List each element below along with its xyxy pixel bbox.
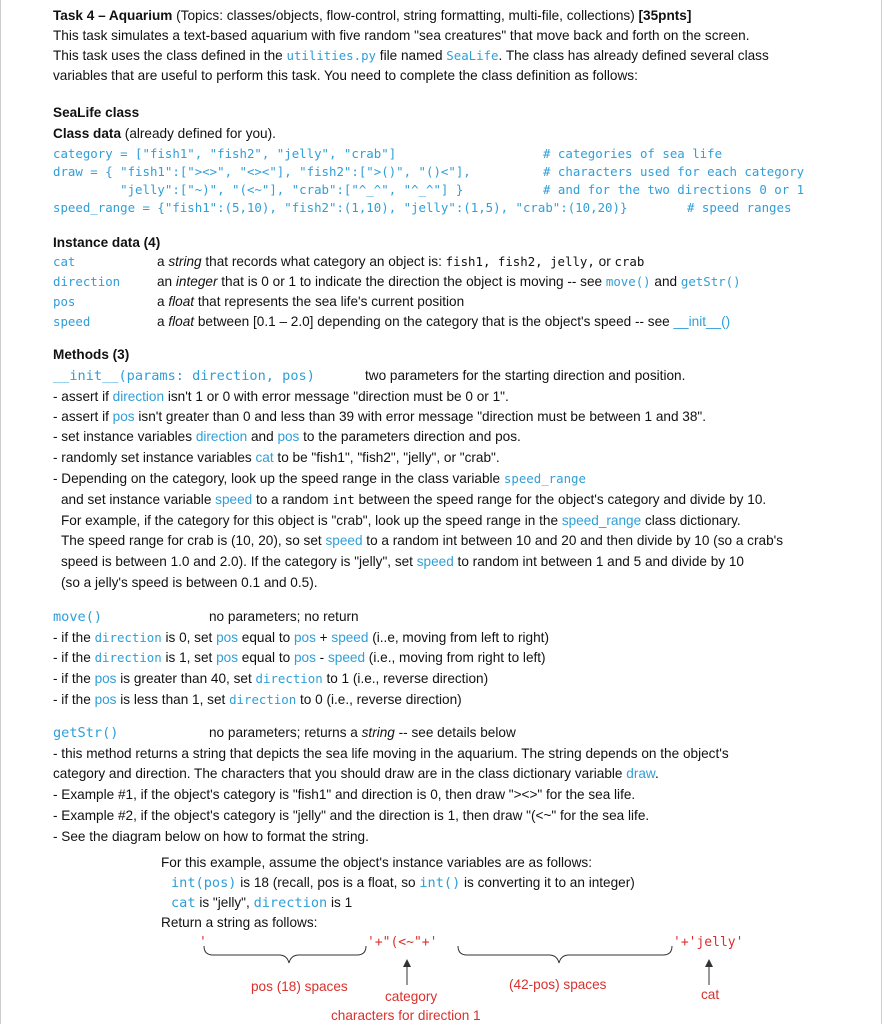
brace-left-spaces [204, 946, 366, 963]
t: is 0, set [161, 630, 217, 645]
code-category: category = ["fish1", "fish2", "jelly", "crab"] [53, 146, 397, 161]
t: int() [419, 875, 461, 891]
comment-speed-ranges: # speed ranges [687, 200, 792, 215]
t: equal to [238, 650, 294, 665]
desc-type: integer [175, 274, 218, 289]
t: is 18 (recall, pos is a float, so [236, 875, 420, 890]
label-characters: characters for direction 1 [331, 1008, 481, 1023]
t: pos [216, 650, 239, 665]
t: to 0 (i.e., reverse direction) [296, 692, 462, 707]
sealife-heading-text: SeaLife class [53, 105, 140, 120]
getstr-line-5: - See the diagram below on how to format the string. [53, 829, 369, 844]
t: speed [416, 554, 454, 569]
t: pos [293, 630, 316, 645]
t: pos [94, 671, 117, 686]
t: pos [293, 650, 316, 665]
sealife-heading [53, 103, 841, 123]
init-line-1 [53, 387, 841, 407]
t: speed [331, 630, 369, 645]
arrow-category-head [403, 959, 411, 967]
init-line-9 [61, 552, 841, 572]
intro-line-3: variables that are useful to perform this task. You need to complete the class definition as follows: [53, 68, 638, 83]
desc-code: fish1, fish2, jelly, [445, 254, 595, 269]
t: - if the [53, 650, 95, 665]
t: - Depending on the category, look up the speed range in the class variable [53, 471, 504, 486]
getstr-line-3: - Example #1, if the object's category is "fish1" and direction is 0, then draw "><>" for the sea life. [53, 787, 636, 802]
getstr-line-2 [53, 764, 841, 784]
instance-row-speed [53, 312, 833, 332]
quote-open: ' [199, 935, 207, 950]
label-category: category [385, 989, 438, 1004]
example-line-1: For this example, assume the object's instance variables are as follows: [161, 855, 592, 870]
t: to a random int between 10 and 20 and then divide by 10 (so a crab's [362, 533, 784, 548]
desc-text: that is 0 or 1 to indicate the direction the object is moving -- see [217, 274, 606, 289]
move-signature-line [53, 607, 841, 627]
instance-row-cat [53, 252, 833, 272]
t: - set instance variables [53, 429, 196, 444]
code-draw-cont: "jelly":["~)", "(<~"], "crab":["^_^", "^_^"] } [53, 182, 464, 197]
t: - [315, 650, 328, 665]
var-name: cat [53, 254, 76, 269]
t: The speed range for crab is (10, 20), so set [61, 533, 326, 548]
methods-heading-text: Methods (3) [53, 347, 130, 362]
code-draw: draw = { "fish1":["><>", "<><"], "fish2":[">()", "()<"], [53, 164, 471, 179]
task-title: Task 4 – Aquarium [53, 8, 173, 23]
methods-heading [53, 345, 841, 365]
t: direction [112, 389, 165, 404]
var-desc [157, 312, 730, 332]
move-line-3 [53, 669, 841, 689]
getstr-signature: getStr() [53, 725, 119, 741]
example-line-2 [171, 873, 635, 893]
move-line-1 [53, 628, 841, 648]
desc-text: that records what category an object is: [201, 254, 446, 269]
sealife-class-name: SeaLife [446, 48, 499, 63]
t: pos [112, 409, 135, 424]
t: category and direction. The characters that you should draw are in the class dictionary variable [53, 766, 627, 781]
t: int(pos) [171, 875, 237, 891]
t: isn't 1 or 0 with error message "direction must be 0 or 1". [164, 389, 509, 404]
desc-type: string [168, 254, 202, 269]
t: pos [94, 692, 117, 707]
t: (i.e., moving from right to left) [365, 650, 546, 665]
utilities-file: utilities.py [286, 48, 377, 63]
code-speed-range: speed_range = {"fish1":(5,10), "fish2":(1,10), "jelly":(1,5), "crab":(10,20)} [53, 200, 628, 215]
intro-text: . The class has already defined several class [498, 48, 769, 63]
t: no parameters; returns a [209, 725, 362, 740]
desc-code: move() [605, 274, 651, 289]
arrow-cat-head [705, 959, 713, 967]
task-points: [35pnts] [638, 8, 692, 23]
t: direction [195, 429, 248, 444]
init-line-3 [53, 427, 841, 447]
t: isn't greater than 0 and less than 39 with error message "direction must be between 1 and 38". [134, 409, 707, 424]
intro-text: file named [376, 48, 447, 63]
desc-code: getStr() [680, 274, 741, 289]
init-signature-line [53, 366, 841, 386]
t: -- see details below [394, 725, 516, 740]
t: + [315, 630, 332, 645]
t: is "jelly", [195, 895, 254, 910]
desc-text: that represents the sea life's current position [194, 294, 465, 309]
move-line-4 [53, 690, 841, 710]
getstr-desc [209, 723, 516, 743]
t: and [247, 429, 278, 444]
t: to 1 (i.e., reverse direction) [322, 671, 489, 686]
t: direction [94, 630, 162, 645]
t: draw [626, 766, 655, 781]
class-data-line [53, 124, 841, 144]
var-desc [157, 252, 644, 272]
desc-code: __init__() [673, 314, 731, 329]
var-name: speed [53, 314, 91, 329]
init-signature: __init__(params: direction, pos) [53, 368, 315, 384]
t: cat [171, 895, 196, 911]
t: direction [255, 671, 323, 686]
instance-row-direction [53, 272, 833, 292]
class-data-note: (already defined for you). [121, 126, 276, 141]
t: string [361, 725, 395, 740]
var-name: direction [53, 274, 121, 289]
class-data-label: Class data [53, 126, 122, 141]
t: and set instance variable [61, 492, 216, 507]
intro-line-1: This task simulates a text-based aquarium with five random "sea creatures" that move back and forth on the screen. [53, 28, 750, 43]
t: For example, if the category for this object is "crab", look up the speed range in the [61, 513, 562, 528]
t: . [654, 766, 659, 781]
t: int [332, 492, 355, 507]
move-line-2 [53, 648, 841, 668]
label-right-spaces: (42-pos) spaces [509, 977, 607, 992]
move-desc: no parameters; no return [209, 609, 359, 624]
t: direction [253, 895, 328, 911]
example-line-3 [171, 893, 352, 913]
t: - randomly set instance variables [53, 450, 256, 465]
end-piece: '+'jelly' [673, 935, 744, 950]
var-desc [157, 272, 741, 292]
init-line-10: (so a jelly's speed is between 0.1 and 0.5). [61, 575, 318, 590]
t: to be "fish1", "fish2", "jelly", or "crab". [273, 450, 500, 465]
init-line-8 [61, 531, 841, 551]
comment-directions: # and for the two directions 0 or 1 [543, 182, 805, 197]
instance-heading [53, 233, 841, 253]
t: is converting it to an integer) [460, 875, 635, 890]
init-line-4 [53, 448, 841, 468]
t: speed [327, 650, 366, 665]
comment-characters: # characters used for each category [543, 164, 805, 179]
intro-line-2 [53, 46, 841, 66]
desc-type: float [168, 294, 195, 309]
getstr-signature-line [53, 723, 841, 743]
init-line-6 [61, 490, 841, 510]
t: cat [255, 450, 274, 465]
t: (i..e, moving from left to right) [368, 630, 549, 645]
desc-text: and [650, 274, 681, 289]
t: to a random [252, 492, 333, 507]
brace-right-spaces [458, 946, 672, 963]
t: direction [94, 650, 162, 665]
intro-text: This task uses the class defined in the [53, 48, 287, 63]
t: speed_range [503, 471, 586, 486]
instance-heading-text: Instance data (4) [53, 235, 161, 250]
example-line-4: Return a string as follows: [161, 915, 318, 930]
getstr-line-1: - this method returns a string that depicts the sea life moving in the aquarium. The string depends on the object's [53, 746, 729, 761]
desc-text: or [594, 254, 615, 269]
init-line-7 [61, 511, 841, 531]
comment-categories: # categories of sea life [543, 146, 723, 161]
t: to random int between 1 and 5 and divide by 10 [453, 554, 744, 569]
t: equal to [238, 630, 294, 645]
label-pos-spaces: pos (18) spaces [251, 979, 348, 994]
t: is 1 [327, 895, 353, 910]
desc-text: a [157, 254, 169, 269]
desc-type: float [168, 314, 195, 329]
t: speed [215, 492, 253, 507]
move-signature: move() [53, 609, 103, 625]
var-desc [157, 292, 464, 312]
t: direction [229, 692, 297, 707]
desc-text: an [157, 274, 176, 289]
t: pos [277, 429, 300, 444]
t: - assert if [53, 409, 113, 424]
t: pos [216, 630, 239, 645]
desc-text: a [157, 294, 169, 309]
t: - if the [53, 630, 95, 645]
label-cat: cat [701, 987, 720, 1002]
init-line-2 [53, 407, 841, 427]
t: - if the [53, 671, 95, 686]
t: class dictionary. [641, 513, 741, 528]
var-name: pos [53, 294, 76, 309]
t: - if the [53, 692, 95, 707]
getstr-line-4: - Example #2, if the object's category is "jelly" and the direction is 1, then draw "(<~" for the sea life. [53, 808, 650, 823]
t: is less than 1, set [116, 692, 230, 707]
t: speed [325, 533, 363, 548]
t: speed_range [561, 513, 642, 528]
instance-row-pos [53, 292, 833, 312]
task-topics: (Topics: classes/objects, flow-control, string formatting, multi-file, collections) [172, 8, 639, 23]
desc-text: a [157, 314, 169, 329]
t: is greater than 40, set [116, 671, 256, 686]
t: is 1, set [161, 650, 217, 665]
t: to the parameters direction and pos. [299, 429, 521, 444]
task-title-line [53, 6, 841, 26]
t: - assert if [53, 389, 113, 404]
init-line-5 [53, 469, 841, 489]
middle-piece: '+"(<~"+' [367, 935, 438, 950]
t: between the speed range for the object's category and divide by 10. [354, 492, 767, 507]
desc-text: between [0.1 – 2.0] depending on the category that is the object's speed -- see [194, 314, 674, 329]
desc-code: crab [614, 254, 645, 269]
init-desc: two parameters for the starting direction and position. [365, 368, 686, 383]
t: speed is between 1.0 and 2.0). If the category is "jelly", set [61, 554, 417, 569]
